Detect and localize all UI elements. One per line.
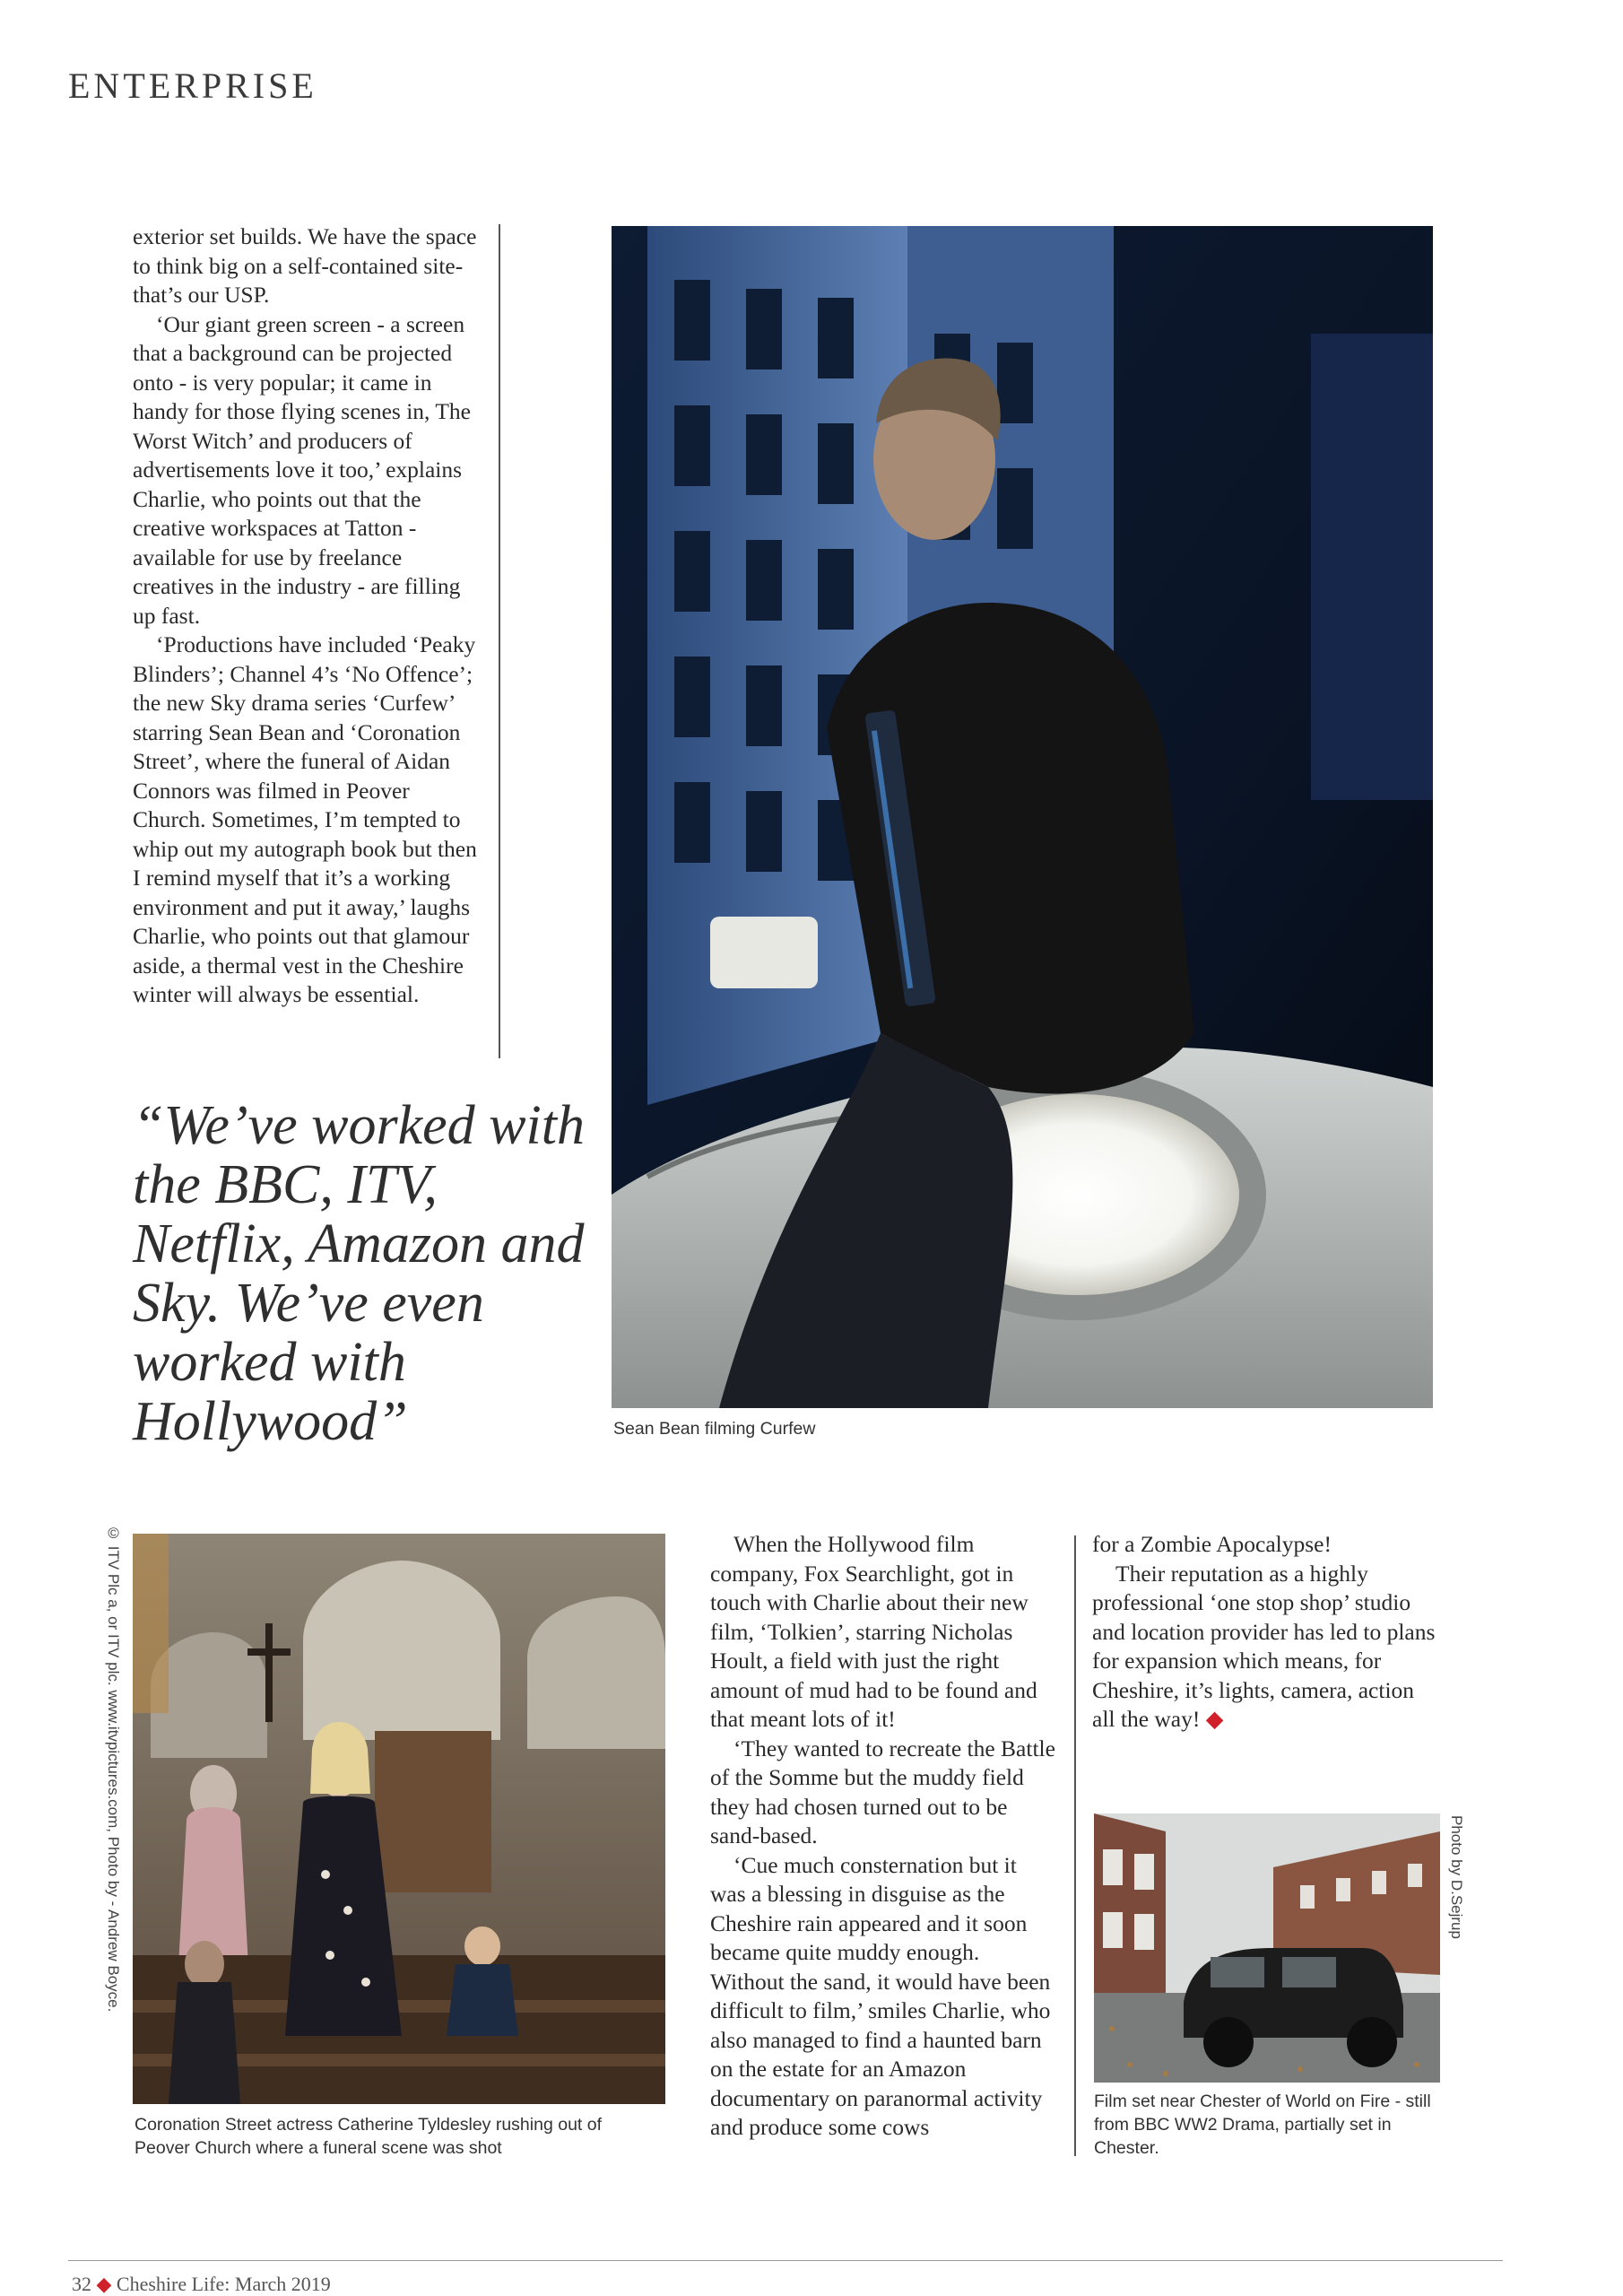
column-1-text (133, 222, 482, 1010)
paragraph: ‘They wanted to recreate the Battle of the Somme but the muddy field they had chosen turned out to be sand-based. (710, 1735, 1055, 1848)
column-4-text (1092, 1530, 1442, 1735)
paragraph: When the Hollywood film company, Fox Searchlight, got in touch with Charlie about their new film, ‘Tolkien’, starring Nicholas Hoult, a field with just the right amount of mud had to be found and that meant lots of it! (710, 1531, 1037, 1732)
photo-street (1094, 1813, 1440, 2083)
paragraph: ‘Cue much consternation but it was a blessing in disguise as the Cheshire rain appeared and it soon became quite muddy enough. Without the sand, it would have been difficult to film,’ smiles Charlie, who also managed to find a haunted barn on the estate for an Amazon documentary on paranormal activity and produce some cows (710, 1851, 1051, 2140)
column-divider (499, 224, 500, 1058)
photo-church-credit: © ITV Plc a, or ITV plc. www.itvpictures.com, Photo by - Andrew Boyce. (105, 1525, 122, 2013)
section-label: ENTERPRISE (68, 65, 317, 106)
footer-rule (68, 2260, 1503, 2261)
paragraph (1092, 1560, 1442, 1735)
photo-street-image (1094, 1813, 1440, 2083)
photo-church-caption: Coronation Street actress Catherine Tyldesley rushing out of Peover Church where a funeral scene was shot (135, 2115, 603, 2158)
column-divider (1074, 1535, 1076, 2156)
photo-sean-bean-image (612, 226, 1433, 1408)
photo-sean-bean (612, 226, 1433, 1408)
pull-quote: “We’ve worked with the BBC, ITV, Netflix, Amazon and Sky. We’ve even worked with Hollywood” (133, 1095, 585, 1452)
paragraph: for a Zombie Apocalypse! (1092, 1531, 1332, 1557)
photo-street-caption: Film set near Chester of World on Fire - still from BBC WW2 Drama, partially set in Chester. (1094, 2092, 1431, 2158)
paragraph: ‘Productions have included ‘Peaky Blinders’; Channel 4’s ‘No Offence’; the new Sky drama series ‘Curfew’ starring Sean Bean and ‘Coronation Street’, where the funeral of Aidan Connors was filmed in Peover Church. Sometimes, I’m tempted to whip out my autograph book but then I remind myself that it’s a working environment and put it away,’ laughs Charlie, who points out that glamour aside, a thermal vest in the Cheshire winter will always be essential. (133, 631, 477, 1007)
photo-church (133, 1534, 665, 2104)
paragraph: ‘Our giant green screen - a screen that a background can be projected onto - is very popular; it came in handy for those flying scenes in, The Worst Witch’ and producers of advertisements love it too,’ explains Charlie, who points out that the creative workspaces at Tatton - available for use by freelance creatives in the industry - are filling up fast. (133, 310, 471, 629)
publication-name: Cheshire Life: March 2019 (116, 2273, 331, 2295)
column-3-text (710, 1530, 1055, 2143)
footer-diamond-icon: ◆ (96, 2273, 112, 2295)
page-number: 32 (72, 2273, 91, 2295)
photo-main-caption: Sean Bean filming Curfew (613, 1419, 816, 1439)
closing-text: Their reputation as a highly professional ‘one stop shop’ studio and location provider has led to plans for expansion which means, for Cheshire, it’s lights, camera, action all the way! (1092, 1560, 1436, 1732)
end-mark-icon: ◆ (1205, 1706, 1224, 1732)
footer (72, 2273, 331, 2296)
paragraph: exterior set builds. We have the space to think big on a self-contained site- that’s our USP. (133, 223, 477, 308)
photo-church-image (133, 1534, 665, 2104)
photo-street-credit: Photo by D.Sejrup (1448, 1815, 1465, 1939)
